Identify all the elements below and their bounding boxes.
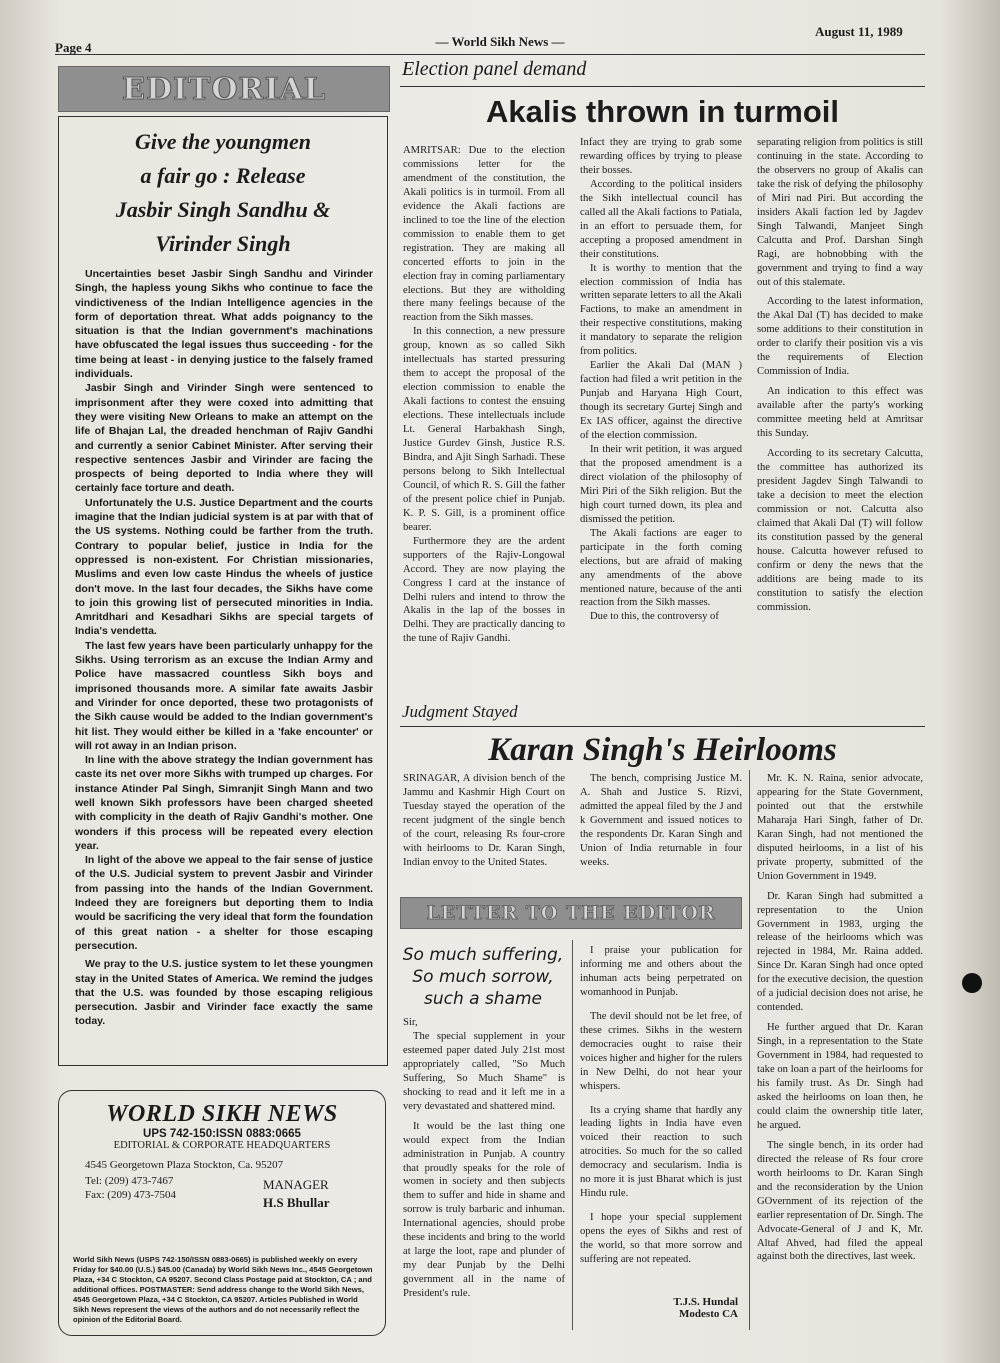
akalis-kicker-rule xyxy=(400,86,925,87)
karan-headline: Karan Singh's Heirlooms xyxy=(488,732,837,768)
akalis-paragraph: It is worthy to mention that the election commission of India has written separate letters to all the Akali Factions, to make an amendment in their respective constitutions, making it mandatory to separate the religion from politics. xyxy=(580,262,742,358)
letter-banner xyxy=(400,897,742,929)
karan-paragraph: The single bench, in its order had directed the release of Rs four crore worth heirlooms to Dr. Karan Singh and the reconsideration by the Union GOvernment of its rejection of the earlier representation of Dr. Singh. The Advocate-General of J and K, Mr. Altaf Ahved, had filed the appeal against both the directives, last week. xyxy=(757,1139,924,1263)
akalis-paragraph: An indication to this effect was available after the party's working committee meeting held at Amritsar this Sunday. xyxy=(757,386,923,440)
editorial-banner xyxy=(58,66,390,112)
editorial-paragraph: Jasbir Singh and Virinder Singh were sentenced to imprisonment after they were coxed into admitting that they were visiting New Orleans to make an attempt on the life of Bhajan Lal, the dreaded henchman of Rajiv Gandhi and currently a senior Cabinet Minister. After serving their respective sentences Jasbir and Virinder are facing the prospects of being deported to India where they will certainly face torture and death. xyxy=(75,382,373,495)
editorial-paragraph: The last few years have been particularly unhappy for the Sikhs. Using terrorism as an excuse the Indian Army and Police have massacred countless Sikh boys and imprisoned thousands more. A similar fate awaits Jasbir and Virinder for once deported, these two protagonists of the Sikh cause would be added to the Indian government's hit list. They would either be killed in a 'fake encounter' or will rot away in an Indian prison. xyxy=(75,639,373,752)
letter-column-rule xyxy=(572,940,573,1330)
akalis-paragraph: AMRITSAR: Due to the election commissions letter for the amendment of the constitution, the Akali politics is in turmoil. From all evidence the Akali factions are inclined to toe the line of the election commission to enable them to get registration. They are making all concerted efforts to join in the election fray in coming parliamentary elections. But they are witholding there many feelings because of the reaction from the Sikh masses. xyxy=(403,145,565,324)
akalis-paragraph: In this connection, a new pressure group, known as so called Sikh intellectuals has started pressuring them to accept the proposal of the election commission to enable the Akali factions to contest the ensuing elections. These intellectuals include Lt. General Harbakhash Singh, Justice Gurdev Ginsh, Justice R.S. Bindra, and Ajit Singh Sarhadi. These persons belong to Sikh Intellectual Council, of which R. S. Gill the father of the present police chief in Punjab. K. P. S. Gill, is a prominent office bearer. xyxy=(403,326,565,533)
letter-signature-place: Modesto CA xyxy=(679,1308,738,1320)
letter-column-1 xyxy=(403,1016,565,1301)
akalis-paragraph: Due to this, the controversy of xyxy=(590,611,719,623)
publication-issn: UPS 742-150:ISSN 0883:0665 xyxy=(143,1128,301,1140)
karan-paragraph: He further argued that Dr. Karan Singh, in a representation to the State Government in 1984, had requested to take on loan a part of the heirlooms for his family trust. As Dr. Singh had asked the heirlooms on loan then, he could claim the ownership title later, he argued. xyxy=(757,1022,923,1131)
letter-paragraph: It would be the last thing one would expect from the Indian administration in Punjab. A country that proudly speaks for the role of women in society and then subjects them to suffer and hide in shame and sorrow is truly barbaric and inhuman. International agencies, should probe these incidents and bring to the world at large the loot, rape and plunder of my dear Punjab by the Delhi government all in the name of President's rule. xyxy=(403,1120,565,1300)
manager-name: H.S Bhullar xyxy=(263,1195,330,1210)
header-rule xyxy=(55,54,925,55)
punch-hole xyxy=(962,973,982,993)
letter-signature xyxy=(620,1296,738,1320)
publication-tel: Tel: (209) 473-7467 xyxy=(85,1175,174,1187)
editorial-headline-line: Give the youngmen xyxy=(135,129,311,154)
letter-signature-name: T.J.S. Hundal xyxy=(673,1296,738,1308)
editorial-headline-line: a fair go : Release xyxy=(140,163,306,188)
page-number: Page 4 xyxy=(55,40,92,55)
letter-banner-text: LETTER TO THE EDITOR xyxy=(426,902,716,924)
editorial-paragraph: In line with the above strategy the Indian government has caste its net over more Sikhs with trumped up charges. For instance Atinder Pal Singh, Simranjit Singh Mann and two well known Sikh professors have been charged sheeted with complicity in the death of Rajiv Gandhi's mother. One wonders if this process will be repeated every election year. xyxy=(75,754,373,852)
karan-column-2 xyxy=(580,772,742,870)
letter-paragraph: The special supplement in your esteemed paper dated July 21st most appropriately called, "So Much Suffering, So Much Shame" is shocking to read and it left me in a very devastated and shattered mind. xyxy=(403,1030,565,1112)
letter-paragraph: Its a crying shame that hardly any leading lights in India have even voiced their reaction to such atrocities. So much for the so called democracy and secularism. India is no more it is just Bharat which is just Hindu rule. xyxy=(580,1104,742,1200)
editorial-paragraph: In light of the above we appeal to the fair sense of justice of the U.S. Judicial system to prevent Jasbir and Virinder from passing into the hands of the Indian Government. Indeed they are foreigners but deporting them to India would be sacrificing the very ideal that form the foundation of this great nation - a shelter for those escaping persecution. xyxy=(75,854,373,952)
karan-column-3 xyxy=(757,772,923,1264)
akalis-paragraph: Furthermore they are the ardent supporters of the Rajiv-Longowal Accord. They are now playing the Congress I card at the instance of Delhi rulers and intend to throw the Akalis in the lap of the bosses in Delhi. They are practically dancing to the tune of Rajiv Gandhi. xyxy=(403,535,565,645)
letter-paragraph: Sir, xyxy=(403,1017,418,1028)
publication-address: 4545 Georgetown Plaza Stockton, Ca. 95207 xyxy=(85,1159,284,1171)
akalis-paragraph: Infact they are trying to grab some rewarding offices by trying to please their bosses. xyxy=(580,137,742,176)
editorial-headline-line: Jasbir Singh Sandhu & xyxy=(115,197,331,222)
issue-date: August 11, 1989 xyxy=(815,24,903,39)
akalis-paragraph: According to its secretary Calcutta, the committee has authorized its president Jagdev Singh Talwandi to take a decision to meet the election commission or not. Calcutta also claimed that Akali Dal (T) will follow its constitution passed by the general house. Calcutta however refused to confirm or deny the news that the additions are being made to its constitution to satisfy the election commission. xyxy=(757,448,923,613)
letter-paragraph: I hope your special supplement opens the eyes of Sikhs and rest of the world, so that more sorrow and suffering are not repeated. xyxy=(580,1212,742,1266)
karan-paragraph: Mr. K. N. Raina, senior advocate, appearing for the State Government, pointed out that the erstwhile Maharaja Hari Singh, father of Dr. Karan Singh, had not mentioned the disputed heirlooms, in a list of his private property, submitted of the Union Government in 1949. xyxy=(757,773,923,882)
akalis-kicker: Election panel demand xyxy=(402,58,587,80)
editorial-paragraph: Uncertainties beset Jasbir Singh Sandhu and Virinder Singh, the hapless young Sikhs who continue to face the vindictiveness of the Indian Intelligence agencies in the form of deportation threat. What adds poignancy to the situation is that the Indian government's machinations have obfuscated the legal issues thus succeeding - for the time being at least - in denying justice to the falsely framed individuals. xyxy=(75,268,373,381)
letter-paragraph: The devil should not be let free, of these crimes. Sikhs in the western democracies ought to raise their voices higher and higher for the rulers in New Delhi, do not hear your whispers. xyxy=(580,1010,742,1092)
letter-headline-line: So much suffering, xyxy=(402,945,564,965)
editorial-paragraph: Unfortunately the U.S. Justice Department and the courts imagine that the Indian judicial system is at par with that of the US systems. Nothing could be farther from the truth. Contrary to popular belief, justice in India for the oppressed is non-existent. For Christian missionaries, Muslims and even low caste Hindus the wheels of justice don't move. In the last four decades, the Sikhs have come to join this growing list of persecuted minorities in India. Amritdhari and Kesadhari Sikhs are special targets of India's vendetta. xyxy=(75,496,373,638)
karan-paragraph: The bench, comprising Justice M. A. Shah and Justice S. Rizvi, admitted the appeal filed by the J and k Government and issued notices to the respondents Dr. Karan Singh and Union of India returnable in four weeks. xyxy=(580,773,742,868)
akalis-paragraph: separating religion from politics is still continuing in the state. According to the observers no group of Akalis can take the risk of defying the philosophy of Miri nad Piri. But according the insiders Akali faction led by Jagdev Singh Talwandi, Manjeet Singh Calcutta and Prof. Darshan Singh Ragi, are hobnobbing with the government and trying to find a way out of this stalemate. xyxy=(757,137,923,288)
karan-paragraph: Dr. Karan Singh had submitted a representation to the Union Government in 1983, urging the release of the heirlooms which was rejected in 1984, Mr. Raina added. Since Dr. Karan Singh had once opted for the executive decision, the question of a judicial decision does not arise, he contended. xyxy=(757,890,923,1014)
letter-column-2 xyxy=(580,944,742,1267)
akalis-column-1 xyxy=(403,144,565,646)
editorial-banner-text: EDITORIAL xyxy=(122,71,326,107)
akalis-headline: Akalis thrown in turmoil xyxy=(485,94,840,129)
akalis-paragraph: In their writ petition, it was argued that the proposed amendment is a direct violation of the philosophy of Miri Piri of the Sikh religion. But the high court turned down, its plea and dismissed the petition. xyxy=(580,443,742,525)
karan-kicker: Judgment Stayed xyxy=(402,702,518,721)
karan-column-rule xyxy=(749,770,750,1330)
letter-headline-line: So much sorrow, xyxy=(412,967,554,987)
publication-info-box xyxy=(58,1090,386,1336)
akalis-column-3 xyxy=(757,136,923,614)
karan-kicker-rule xyxy=(400,726,925,727)
karan-column-1 xyxy=(403,772,565,870)
manager-label: MANAGER xyxy=(263,1177,329,1192)
publication-title: WORLD SIKH NEWS xyxy=(106,1101,338,1127)
akalis-paragraph: According to the latest information, the Akal Dal (T) has decided to make some additions to their constitution in order to clarify their position vis a vis the requirements of Election Commission of India. xyxy=(757,296,923,378)
editorial-headline xyxy=(59,125,387,261)
editorial-box xyxy=(58,116,388,1066)
letter-headline-line: such a shame xyxy=(423,989,543,1009)
akalis-paragraph: The Akali factions are eager to participate in the forth coming elections, but are afraid of making any amendments of the above mentioned nature, because of the anti reaction from the Sikh masses. xyxy=(580,527,742,609)
akalis-column-2 xyxy=(580,136,742,624)
editorial-paragraph: We pray to the U.S. justice system to let these youngmen stay in the United States of America. We remind the judges that the U.S. was founded by those escaping religious persecution. Jasbir and Virinder face exactly the same today. xyxy=(75,958,373,1028)
publication-hq: EDITORIAL & CORPORATE HEADQUARTERS xyxy=(113,1140,331,1151)
karan-paragraph: SRINAGAR, A division bench of the Jammu and Kashmir High Court on Tuesday stayed the operation of the recent judgment of the single bench of the court, releasing Rs four-crore with heirlooms to Dr. Karan Singh, Indian envoy to the United States. xyxy=(403,773,565,868)
publication-fine-print: World Sikh News (USPS 742-150/ISSN 0883-0665) is published weekly on every Friday for $40.00 (U.S.) $45.00 (Canada) by World Sikh News Inc., 4545 Georgetown Plaza, +34 C Stockton, CA 95207. Second Class Postage paid at Stockton, CA ; and additional offices. POSTMASTER: Send address change to the World Sikh News, 4545 Georgetown Plaza, +34 C Stockton, CA 95207. Articles Published in World Sikh News represent the views of the authors and do not necessarily reflect the opinion of the Editorial Board. xyxy=(73,1255,373,1324)
letter-paragraph: I praise your publication for informing me and others about the inhuman acts being perpetrated on womanhood in Punjab. xyxy=(580,945,742,998)
publication-fax: Fax: (209) 473-7504 xyxy=(85,1189,177,1201)
letter-headline xyxy=(400,944,566,1010)
editorial-body xyxy=(59,261,387,1029)
akalis-paragraph: Earlier the Akali Dal (MAN ) faction had filed a writ petition in the Punjab and Haryana High Court, though its secretary Gurtej Singh and Ex IAS officer, against the directive of the election commission. xyxy=(580,360,742,442)
masthead: — World Sikh News — xyxy=(435,34,565,49)
editorial-headline-line: Virinder Singh xyxy=(155,231,291,256)
akalis-paragraph: According to the political insiders the Sikh intellectual council has called all the Akali factions to Patiala, in an effort to persuade them, for accepting a proposed amendment in their constitutions. xyxy=(580,178,742,260)
